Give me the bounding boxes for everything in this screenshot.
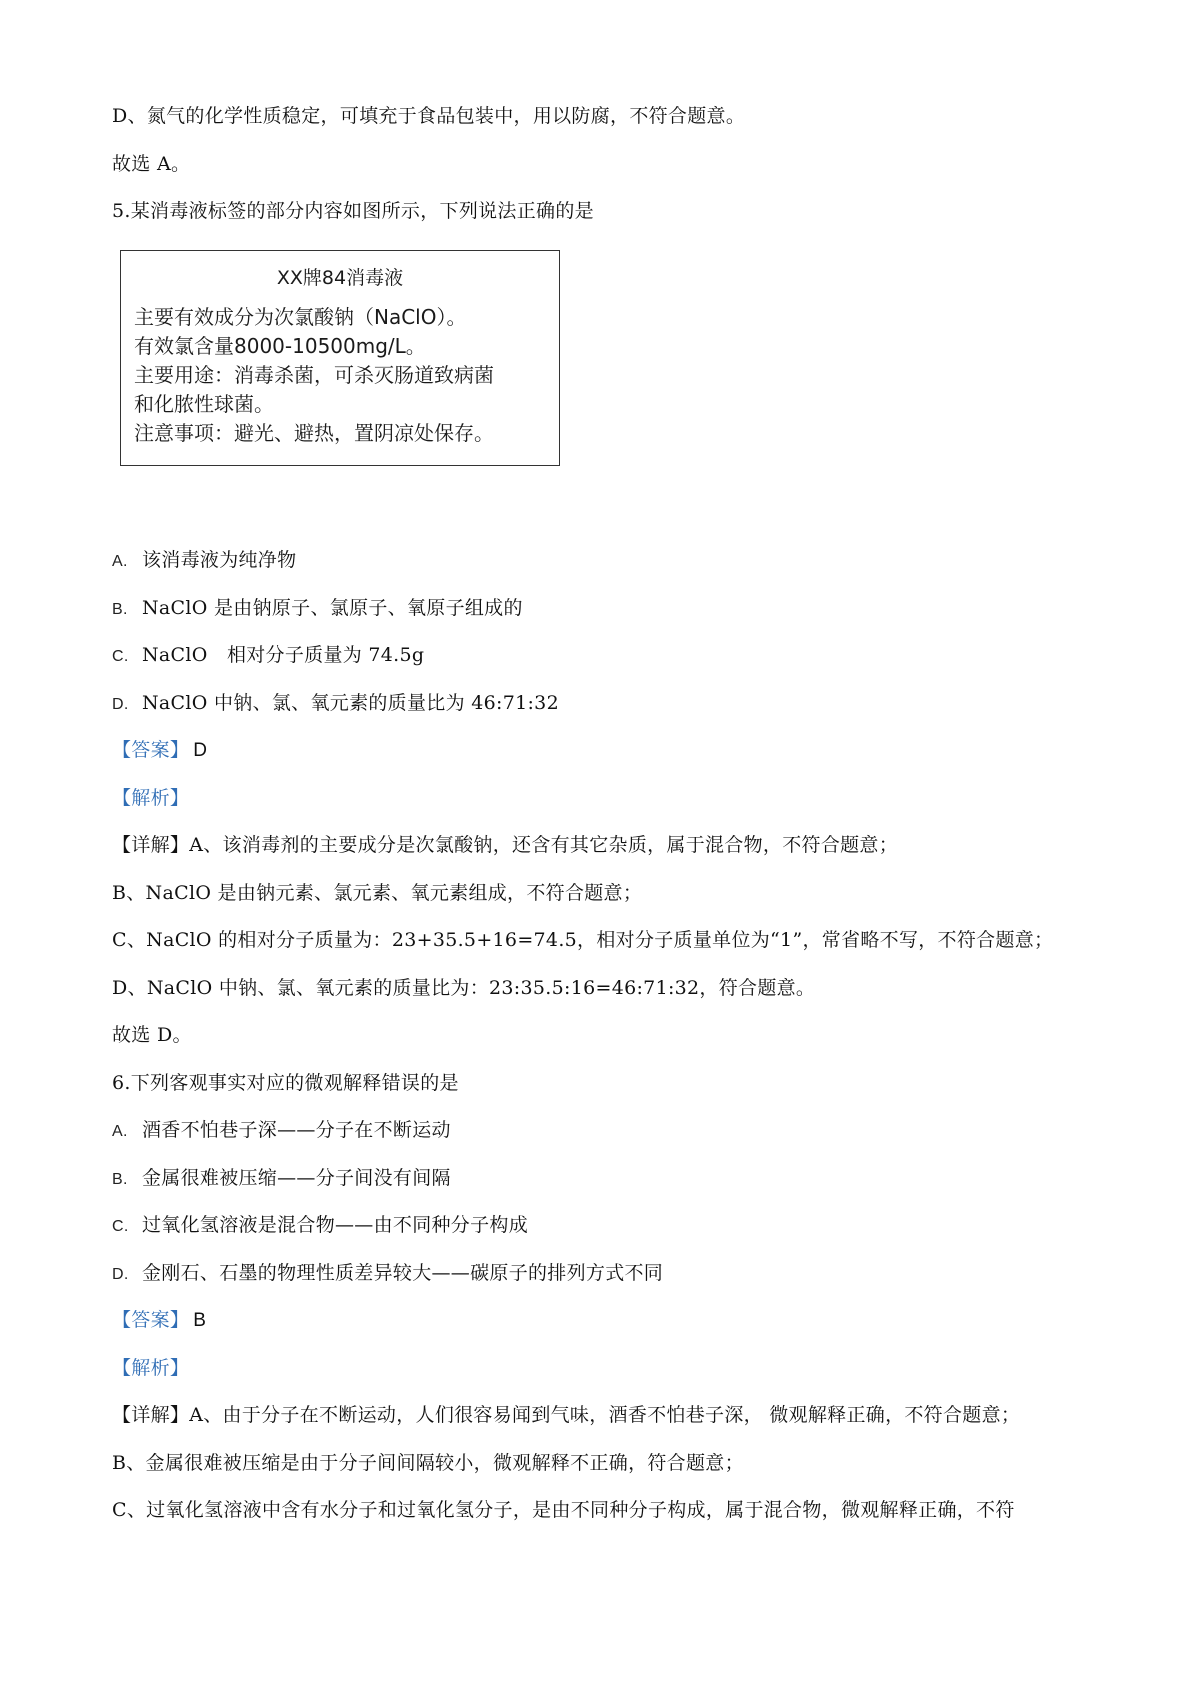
q5-option-a — [112, 546, 296, 576]
q6-detail-line: 【详解】A、由于分子在不断运动，人们很容易闻到气味，酒香不怕巷子深， 微观解释正确，不符合题意； — [112, 1404, 1021, 1426]
disinfectant-label-image — [120, 250, 560, 466]
option-text: 金属很难被压缩——分子间没有间隔 — [142, 1167, 451, 1189]
option-text: NaClO 是由钠原子、氯原子、氧原子组成的 — [142, 597, 523, 619]
option-letter: C. — [112, 1218, 129, 1235]
label-line: 主要有效成分为次氯酸钠（NaClO）。 — [134, 305, 467, 329]
q6-detail-line: B、金属很难被压缩是由于分子间间隔较小，微观解释不正确，符合题意； — [112, 1452, 744, 1474]
option-letter: C. — [112, 648, 129, 665]
label-title: XX牌84消毒液 — [276, 267, 404, 289]
q6-analysis-tag: 【解析】 — [112, 1357, 190, 1379]
q5-detail-line: 【详解】A、该消毒剂的主要成分是次氯酸钠，还含有其它杂质，属于混合物，不符合题意； — [112, 834, 899, 856]
label-line: 注意事项：避光、避热，置阴凉处保存。 — [134, 421, 494, 445]
label-line: 主要用途：消毒杀菌，可杀灭肠道致病菌 — [134, 363, 494, 387]
question-5-stem: 5.某消毒液标签的部分内容如图所示，下列说法正确的是 — [112, 200, 594, 222]
option-letter: D. — [112, 696, 129, 713]
q5-detail-line: 故选 D。 — [112, 1024, 192, 1046]
text-line: 故选 A。 — [112, 153, 191, 175]
q5-detail-line: C、NaClO 的相对分子质量为：23+35.5+16=74.5，相对分子质量单位为“1”，常省略不写，不符合题意； — [112, 929, 1054, 951]
answer-tag: 【答案】 — [112, 739, 190, 761]
q5-analysis-tag: 【解析】 — [112, 787, 190, 809]
q5-detail-line: D、NaClO 中钠、氯、氧元素的质量比为：23:35.5:16=46:71:32，符合题意。 — [112, 977, 816, 999]
q5-option-d — [112, 689, 559, 719]
option-text: 金刚石、石墨的物理性质差异较大——碳原子的排列方式不同 — [142, 1262, 664, 1284]
q6-option-c — [112, 1211, 528, 1241]
q6-option-b — [112, 1164, 451, 1194]
answer-tag: 【答案】 — [112, 1309, 190, 1331]
q6-detail-line: C、过氧化氢溶液中含有水分子和过氧化氢分子，是由不同种分子构成，属于混合物，微观解释正确，不符 — [112, 1499, 1015, 1521]
option-letter: D. — [112, 1266, 129, 1283]
answer-value: B — [193, 1310, 207, 1331]
q6-answer — [112, 1306, 206, 1335]
option-text: NaClO 中钠、氯、氧元素的质量比为 46:71:32 — [142, 692, 559, 714]
answer-value: D — [193, 740, 208, 761]
option-text: 酒香不怕巷子深——分子在不断运动 — [142, 1119, 451, 1141]
q6-option-d — [112, 1259, 663, 1289]
q5-option-c — [112, 641, 424, 671]
option-letter: B. — [112, 1171, 128, 1188]
option-letter: A. — [112, 1123, 128, 1140]
option-text: 过氧化氢溶液是混合物——由不同种分子构成 — [142, 1214, 529, 1236]
option-text: NaClO 相对分子质量为 74.5g — [142, 644, 425, 666]
label-line: 和化脓性球菌。 — [134, 392, 274, 416]
option-letter: A. — [112, 553, 128, 570]
label-line: 有效氯含量8000-10500mg/L。 — [134, 334, 426, 358]
option-text: 该消毒液为纯净物 — [142, 549, 297, 571]
q5-answer — [112, 736, 207, 765]
text-line: D、氮气的化学性质稳定，可填充于食品包装中，用以防腐，不符合题意。 — [112, 105, 746, 127]
q5-option-b — [112, 594, 523, 624]
q5-detail-line: B、NaClO 是由钠元素、氯元素、氧元素组成，不符合题意； — [112, 882, 643, 904]
q6-option-a — [112, 1116, 451, 1146]
option-letter: B. — [112, 601, 128, 618]
question-6-stem: 6.下列客观事实对应的微观解释错误的是 — [112, 1072, 459, 1094]
